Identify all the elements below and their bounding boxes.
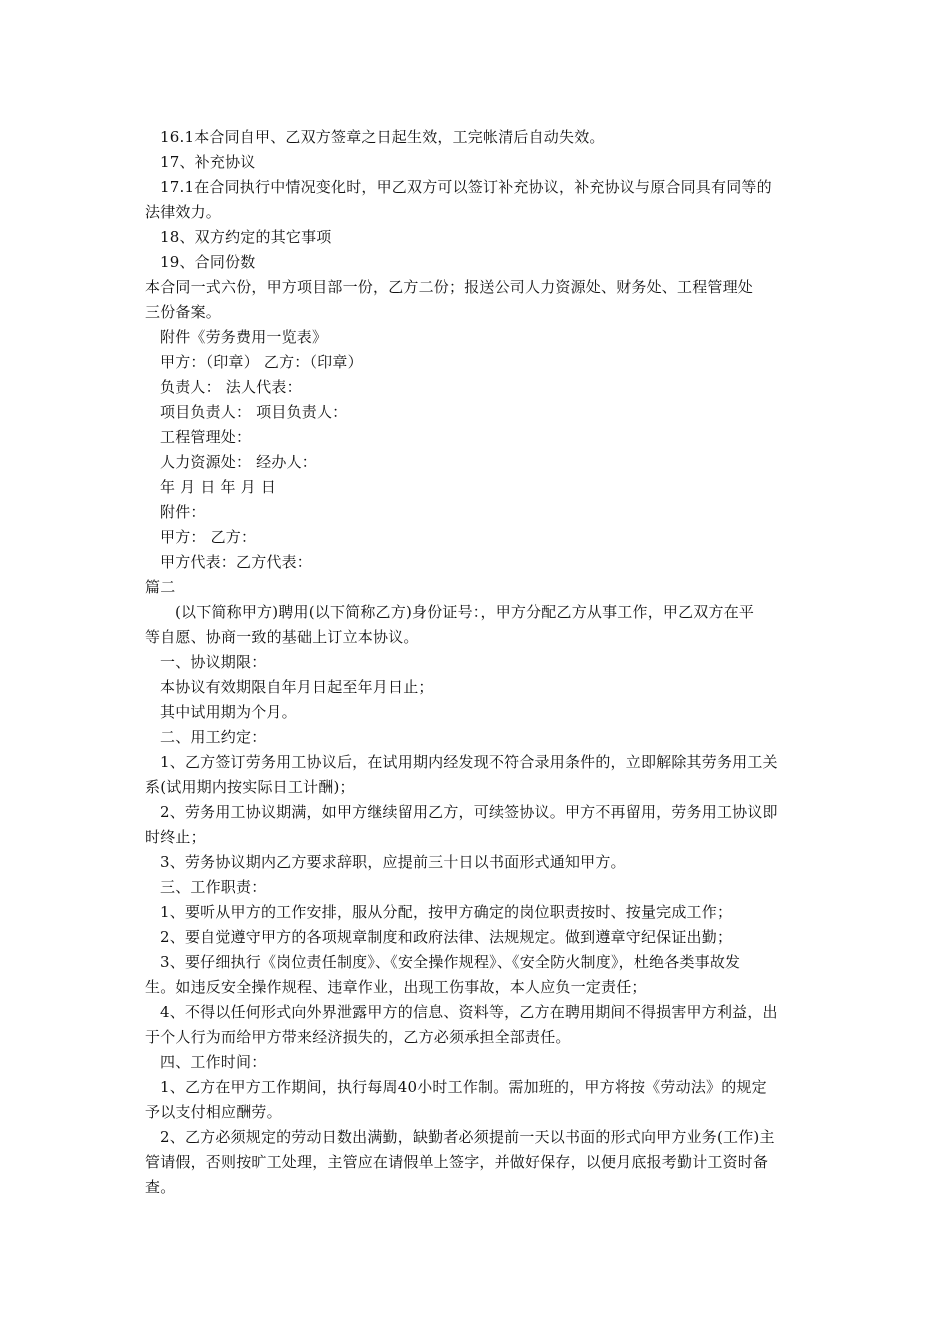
signature-line: 项目负责人： 项目负责人： — [160, 403, 348, 421]
signature-line: 负责人： 法人代表： — [160, 378, 302, 396]
text-line: 3、劳务协议期内乙方要求辞职，应提前三十日以书面形式通知甲方。 — [160, 853, 626, 871]
text-line: 等自愿、协商一致的基础上订立本协议。 — [145, 628, 419, 646]
text-line: 于个人行为而给甲方带来经济损失的，乙方必须承担全部责任。 — [145, 1028, 571, 1046]
text-line: 3、要仔细执行《岗位责任制度》、《安全操作规程》、《安全防火制度》，杜绝各类事故发 — [160, 953, 741, 971]
signature-line: 甲方：（印章） 乙方：（印章） — [160, 353, 363, 371]
text-line: 2、劳务用工协议期满，如甲方继续留用乙方，可续签协议。甲方不再留用，劳务用工协议即 — [160, 803, 778, 821]
part-heading: 篇二 — [145, 578, 176, 596]
text-line: 1、要听从甲方的工作安排，服从分配，按甲方确定的岗位职责按时、按量完成工作； — [160, 903, 733, 921]
text-line: 1、乙方签订劳务用工协议后，在试用期内经发现不符合录用条件的，立即解除其劳务用工关 — [160, 753, 778, 771]
text-line: 附件《劳务费用一览表》 — [160, 328, 328, 346]
section-heading: 四、工作时间： — [160, 1053, 267, 1071]
text-line: 2、要自觉遵守甲方的各项规章制度和政府法律、法规规定。做到遵章守纪保证出勤； — [160, 928, 733, 946]
section-heading: 19、合同份数 — [160, 253, 256, 271]
text-line: 时终止； — [145, 828, 206, 846]
text-line: 17.1在合同执行中情况变化时，甲乙双方可以签订补充协议，补充协议与原合同具有同等的 — [160, 178, 772, 196]
section-heading: 一、协议期限： — [160, 653, 267, 671]
section-heading: 18、双方约定的其它事项 — [160, 228, 332, 246]
text-line: 本协议有效期限自年月日起至年月日止； — [160, 678, 434, 696]
text-line: 16.1本合同自甲、乙双方签章之日起生效，工完帐清后自动失效。 — [160, 128, 605, 146]
signature-line: 甲方代表：乙方代表： — [160, 553, 313, 571]
text-line: 系(试用期内按实际日工计酬)； — [145, 778, 355, 796]
text-line: 2、乙方必须规定的劳动日数出满勤，缺勤者必须提前一天以书面的形式向甲方业务(工作)主 — [160, 1128, 775, 1146]
text-line: 查。 — [145, 1178, 176, 1196]
text-line: 其中试用期为个月。 — [160, 703, 297, 721]
section-heading: 三、工作职责： — [160, 878, 267, 896]
text-line: 管请假，否则按旷工处理，主管应在请假单上签字，并做好保存，以便月底报考勤计工资时备 — [145, 1153, 769, 1171]
text-line: 4、不得以任何形式向外界泄露甲方的信息、资料等，乙方在聘用期间不得损害甲方利益，出 — [160, 1003, 778, 1021]
text-line: 法律效力。 — [145, 203, 222, 221]
signature-line: 甲方： 乙方： — [160, 528, 257, 546]
signature-line: 工程管理处： — [160, 428, 252, 446]
text-line: (以下简称甲方)聘用(以下简称乙方)身份证号：，甲方分配乙方从事工作，甲乙双方在平 — [175, 603, 755, 621]
section-heading: 二、用工约定： — [160, 728, 267, 746]
section-heading: 17、补充协议 — [160, 153, 256, 171]
text-line: 三份备案。 — [145, 303, 222, 321]
text-line: 生。如违反安全操作规程、违章作业，出现工伤事故，本人应负一定责任； — [145, 978, 647, 996]
text-line: 1、乙方在甲方工作期间，执行每周40小时工作制。需加班的，甲方将按《劳动法》的规定 — [160, 1078, 767, 1096]
text-line: 附件： — [160, 503, 206, 521]
date-line: 年 月 日 年 月 日 — [160, 478, 277, 496]
text-line: 本合同一式六份，甲方项目部一份，乙方二份；报送公司人力资源处、财务处、工程管理处 — [145, 278, 754, 296]
signature-line: 人力资源处： 经办人： — [160, 453, 317, 471]
text-line: 予以支付相应酬劳。 — [145, 1103, 282, 1121]
